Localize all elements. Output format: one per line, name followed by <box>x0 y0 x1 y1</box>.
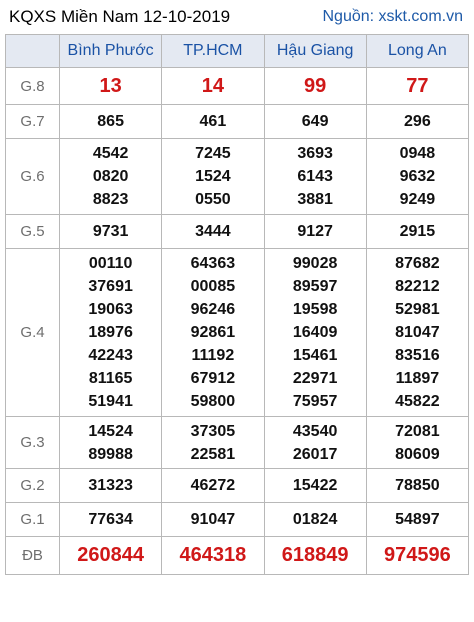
prize-cell <box>264 249 366 417</box>
prize-cell <box>366 68 468 105</box>
prize-number: 89988 <box>88 445 133 463</box>
prize-number: 67912 <box>190 370 236 387</box>
prize-cell <box>366 105 468 139</box>
prize-cell <box>162 537 264 575</box>
prize-number: 6143 <box>297 168 333 185</box>
prize-cell <box>162 417 264 469</box>
prize-number: 22581 <box>190 445 236 463</box>
prize-number: 00110 <box>88 255 133 272</box>
prize-number: 91047 <box>190 511 236 528</box>
prize-number: 865 <box>97 113 124 130</box>
table-row <box>6 68 469 105</box>
prize-number: 0948 <box>399 145 436 162</box>
header-province-hau-giang: Hậu Giang <box>264 35 366 68</box>
prize-number: 87682 <box>395 255 440 272</box>
prize-number: 78850 <box>395 477 440 494</box>
prize-number: 14524 <box>88 422 133 440</box>
prize-number: 19063 <box>88 301 133 318</box>
prize-cell <box>264 417 366 469</box>
prize-label: ĐB <box>6 537 60 575</box>
prize-cell <box>60 105 162 139</box>
table-row <box>6 503 469 537</box>
table-row <box>6 469 469 503</box>
prize-cell <box>60 68 162 105</box>
prize-number: 3881 <box>297 191 333 208</box>
prize-number: 59800 <box>190 393 236 410</box>
prize-cell <box>60 537 162 575</box>
prize-number: 31323 <box>88 477 133 494</box>
prize-number: 18976 <box>88 324 133 341</box>
results-table <box>5 34 469 575</box>
prize-cell <box>366 139 468 215</box>
prize-number: 11192 <box>191 347 235 364</box>
prize-cell <box>264 139 366 215</box>
header-blank <box>6 35 60 68</box>
prize-cell <box>366 215 468 249</box>
prize-number: 99028 <box>292 255 338 272</box>
prize-number: 01824 <box>292 511 338 528</box>
prize-cell <box>162 503 264 537</box>
prize-number: 22971 <box>292 370 338 387</box>
table-row <box>6 139 469 215</box>
prize-cell <box>162 68 264 105</box>
prize-cell <box>60 139 162 215</box>
prize-number: 51941 <box>88 393 133 410</box>
prize-number: 64363 <box>190 255 236 272</box>
source-link[interactable]: Nguồn: xskt.com.vn <box>322 8 463 25</box>
prize-cell <box>366 417 468 469</box>
prize-cell <box>162 139 264 215</box>
prize-number: 99 <box>304 74 327 97</box>
table-row <box>6 215 469 249</box>
prize-number: 89597 <box>292 278 338 295</box>
prize-number: 75957 <box>292 393 338 410</box>
header-province-tphcm: TP.HCM <box>162 35 264 68</box>
prize-number: 37305 <box>190 422 236 440</box>
prize-cell <box>366 469 468 503</box>
prize-number: 464318 <box>179 544 247 566</box>
table-header-row <box>6 35 469 68</box>
prize-cell <box>162 249 264 417</box>
table-row <box>6 249 469 417</box>
prize-number: 81165 <box>88 370 133 387</box>
prize-number: 81047 <box>395 324 440 341</box>
prize-number: 15422 <box>292 477 338 494</box>
prize-label: G.7 <box>6 105 60 139</box>
header-province-long-an: Long An <box>366 35 468 68</box>
prize-number: 77 <box>406 74 429 97</box>
prize-number: 9249 <box>399 191 436 208</box>
prize-number: 1524 <box>195 168 231 185</box>
prize-number: 72081 <box>395 422 440 440</box>
prize-cell <box>366 537 468 575</box>
prize-number: 15461 <box>292 347 338 364</box>
prize-number: 9632 <box>399 168 436 185</box>
prize-label: G.5 <box>6 215 60 249</box>
prize-label: G.3 <box>6 417 60 469</box>
prize-number: 3444 <box>195 223 231 240</box>
prize-number: 77634 <box>88 511 133 528</box>
prize-cell <box>60 417 162 469</box>
prize-number: 0550 <box>195 191 231 208</box>
prize-cell <box>264 68 366 105</box>
prize-number: 3693 <box>297 145 333 162</box>
prize-cell <box>60 249 162 417</box>
page-title: KQXS Miền Nam 12-10-2019 <box>9 7 231 26</box>
results-panel <box>5 0 469 575</box>
table-row <box>6 105 469 139</box>
prize-number: 92861 <box>190 324 236 341</box>
prize-number: 54897 <box>395 511 440 528</box>
prize-number: 80609 <box>395 445 440 463</box>
prize-number: 46272 <box>190 477 236 494</box>
prize-number: 43540 <box>292 422 338 440</box>
prize-label: G.8 <box>6 68 60 105</box>
prize-number: 11897 <box>395 370 440 387</box>
prize-number: 9731 <box>92 223 129 240</box>
prize-cell <box>60 469 162 503</box>
prize-number: 37691 <box>88 278 133 295</box>
prize-cell <box>60 215 162 249</box>
prize-number: 45822 <box>395 393 440 410</box>
table-row <box>6 417 469 469</box>
prize-number: 260844 <box>77 544 144 566</box>
prize-number: 618849 <box>281 544 349 566</box>
prize-number: 9127 <box>297 223 333 240</box>
prize-number: 26017 <box>292 445 338 463</box>
prize-number: 8823 <box>92 191 129 208</box>
prize-label: G.2 <box>6 469 60 503</box>
prize-number: 974596 <box>384 544 451 566</box>
table-row <box>6 537 469 575</box>
prize-number: 2915 <box>399 223 436 240</box>
prize-number: 52981 <box>395 301 440 318</box>
prize-number: 82212 <box>395 278 440 295</box>
prize-cell <box>162 105 264 139</box>
prize-number: 83516 <box>395 347 440 364</box>
prize-number: 00085 <box>190 278 236 295</box>
prize-number: 4542 <box>92 145 129 162</box>
prize-label: G.6 <box>6 139 60 215</box>
prize-number: 7245 <box>195 145 231 162</box>
prize-number: 14 <box>201 74 224 97</box>
prize-number: 19598 <box>292 301 338 318</box>
prize-number: 649 <box>301 113 329 130</box>
prize-cell <box>264 537 366 575</box>
prize-label: G.1 <box>6 503 60 537</box>
header-province-binh-phuoc: Bình Phước <box>60 35 162 68</box>
prize-number: 96246 <box>190 301 236 318</box>
prize-number: 0820 <box>92 168 129 185</box>
prize-cell <box>264 503 366 537</box>
prize-cell <box>264 105 366 139</box>
prize-cell <box>162 215 264 249</box>
prize-number: 42243 <box>88 347 133 364</box>
prize-cell <box>162 469 264 503</box>
prize-cell <box>366 249 468 417</box>
prize-cell <box>60 503 162 537</box>
prize-number: 461 <box>199 113 227 130</box>
prize-label: G.4 <box>6 249 60 417</box>
prize-number: 16409 <box>292 324 338 341</box>
prize-number: 13 <box>99 74 122 97</box>
prize-cell <box>264 215 366 249</box>
title-bar <box>5 0 469 34</box>
prize-number: 296 <box>404 113 431 130</box>
prize-cell <box>366 503 468 537</box>
prize-cell <box>264 469 366 503</box>
